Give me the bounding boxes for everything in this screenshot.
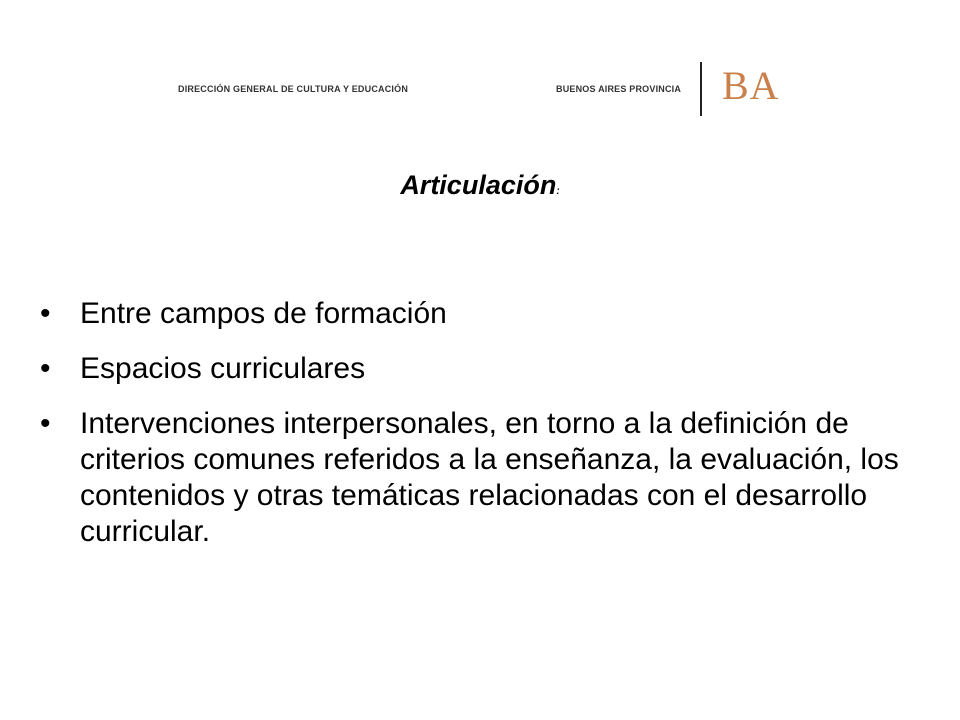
title-wrap (0, 170, 960, 201)
bullet-glyph: • (40, 352, 51, 385)
bullet-text: Espacios curriculares (80, 352, 366, 385)
logo-divider (700, 62, 702, 116)
bullet-text: Entre campos de formación (80, 297, 447, 330)
slide-title: Articulación (400, 170, 557, 200)
bullet-text: Intervenciones interpersonales, en torno a la definición de criterios comunes referidos a la enseñanza, la evaluación, los contenidos y otras temáticas relacionadas con el desarrollo curricular. (80, 407, 899, 548)
header (0, 60, 960, 120)
org-name-right: BUENOS AIRES PROVINCIA (556, 84, 682, 94)
list-item (40, 351, 940, 386)
list-item (40, 296, 940, 331)
slide-title-colon: : (556, 186, 560, 197)
bullet-glyph: • (40, 297, 51, 330)
list-item (40, 406, 940, 550)
bullet-glyph: • (40, 407, 51, 440)
ba-logo: BA (722, 63, 780, 108)
org-name-left: DIRECCIÓN GENERAL DE CULTURA Y EDUCACIÓN (178, 84, 409, 94)
bullet-list (40, 296, 940, 570)
